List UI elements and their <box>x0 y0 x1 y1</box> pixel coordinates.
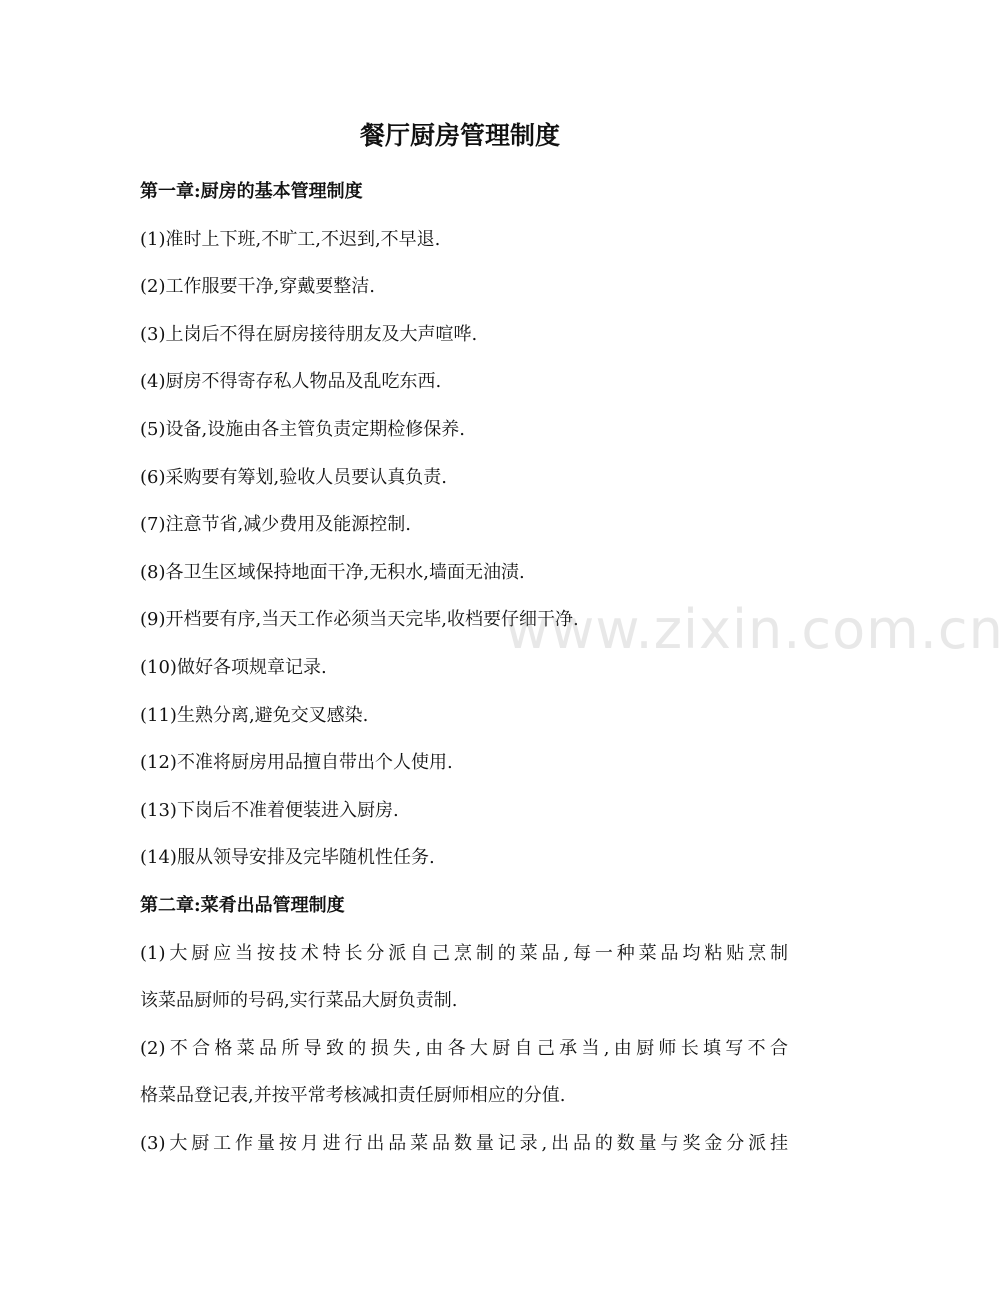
rule-item: (9)开档要有序,当天工作必须当天完毕,收档要仔细干净. <box>140 609 579 631</box>
paragraph-line: 该菜品厨师的号码,实行菜品大厨负责制. <box>140 990 458 1012</box>
watermark: www.zixin.com.cn <box>505 598 1004 661</box>
paragraph-line: (2)不合格菜品所导致的损失,由各大厨自己承当,由厨师长填写不合 <box>140 1037 788 1059</box>
chapter-2-heading: 第二章:菜肴出品管理制度 <box>140 894 345 916</box>
paragraph-line: 格菜品登记表,并按平常考核减扣责任厨师相应的分值. <box>140 1085 566 1107</box>
rule-item: (12)不准将厨房用品擅自带出个人使用. <box>140 752 453 774</box>
rule-item: (4)厨房不得寄存私人物品及乱吃东西. <box>140 371 442 393</box>
rule-item: (11)生熟分离,避免交叉感染. <box>140 704 369 726</box>
rule-item: (1)准时上下班,不旷工,不迟到,不早退. <box>140 228 441 250</box>
document-body <box>140 168 788 1167</box>
rule-item: (8)各卫生区域保持地面干净,无积水,墙面无油渍. <box>140 561 525 583</box>
rule-item: (7)注意节省,减少费用及能源控制. <box>140 514 411 536</box>
rule-item: (3)上岗后不得在厨房接待朋友及大声喧哗. <box>140 323 478 345</box>
document-title: 餐厅厨房管理制度 <box>359 121 560 150</box>
rule-item: (6)采购要有筹划,验收人员要认真负责. <box>140 466 447 488</box>
rule-item: (10)做好各项规章记录. <box>140 656 327 678</box>
rule-item: (5)设备,设施由各主管负责定期检修保养. <box>140 418 465 440</box>
paragraph-line: (1)大厨应当按技术特长分派自己烹制的菜品,每一种菜品均粘贴烹制 <box>140 942 788 964</box>
rule-item: (13)下岗后不准着便装进入厨房. <box>140 799 399 821</box>
paragraph-line: (3)大厨工作量按月进行出品菜品数量记录,出品的数量与奖金分派挂 <box>140 1132 788 1154</box>
rule-item: (14)服从领导安排及完毕随机性任务. <box>140 847 435 869</box>
chapter-1-heading: 第一章:厨房的基本管理制度 <box>140 181 363 202</box>
rule-item: (2)工作服要干净,穿戴要整洁. <box>140 276 375 298</box>
